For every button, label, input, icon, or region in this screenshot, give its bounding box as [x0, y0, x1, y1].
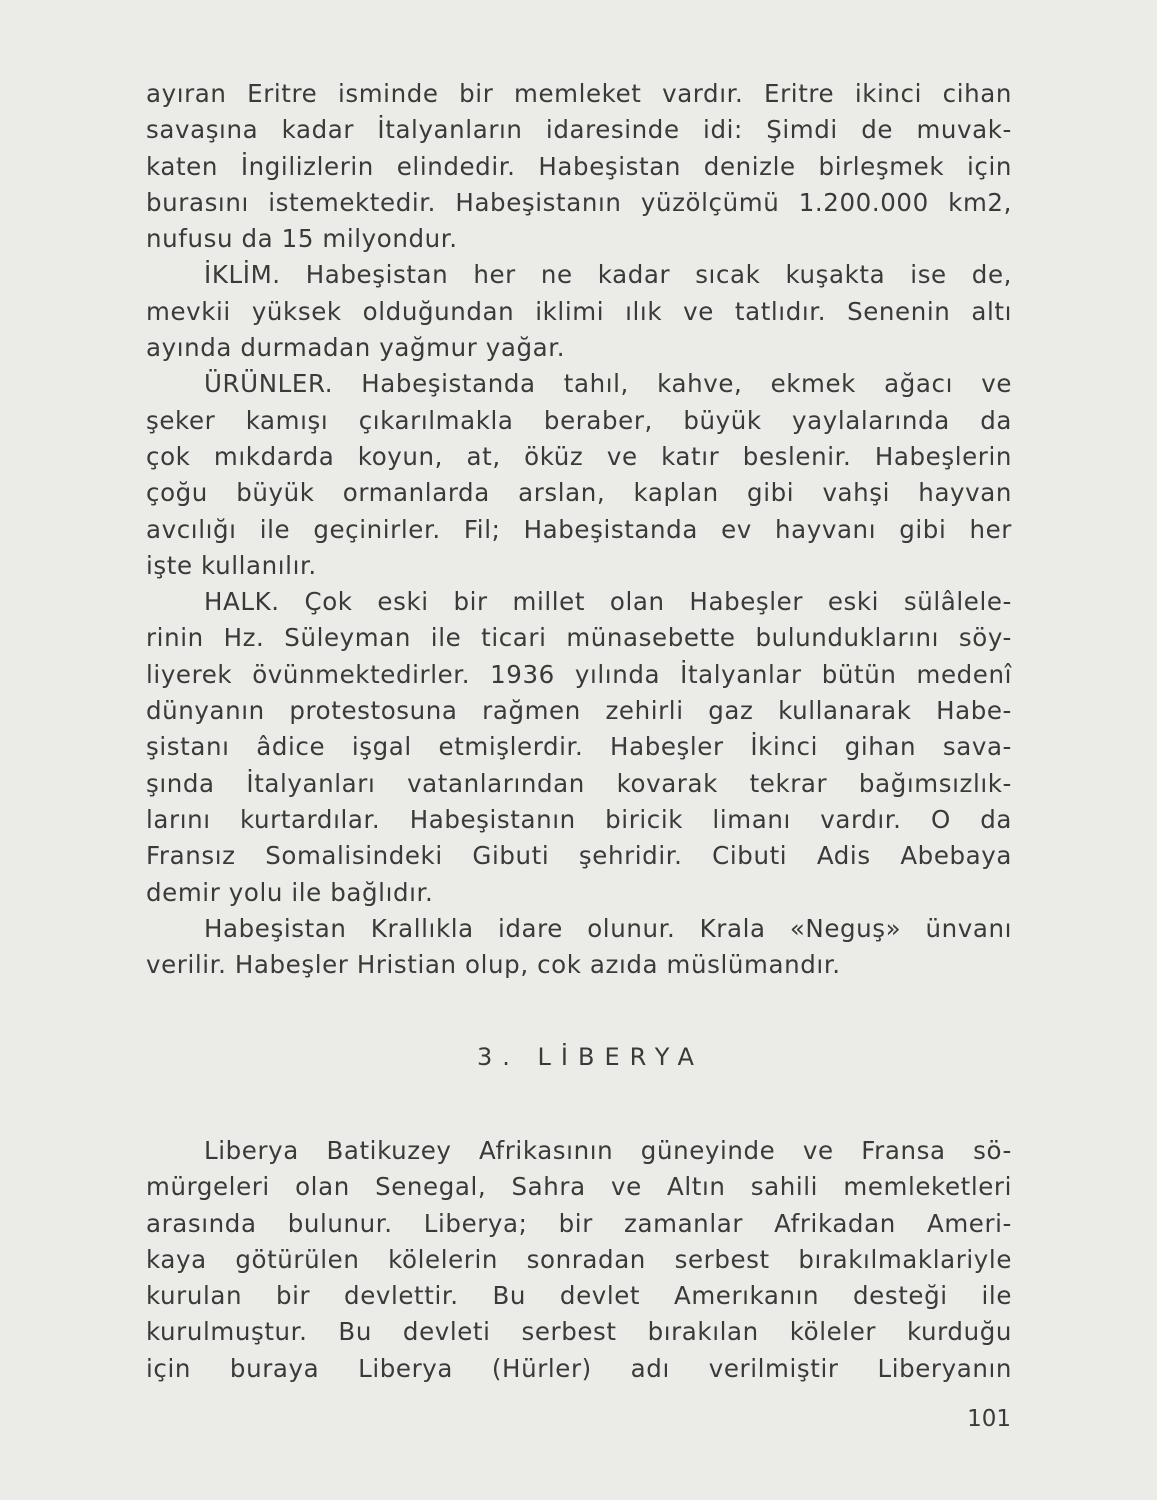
text-line: Fransız Somalisindeki Gibuti şehridir. Cibuti Adis Abebaya	[146, 841, 1012, 871]
paragraph	[146, 911, 1012, 984]
paragraph	[146, 366, 1012, 584]
text-line: katen İngilizlerin elindedir. Habeşistan denizle birleşmek için	[146, 151, 1012, 181]
text-line: arasında bulunur. Liberya; bir zamanlar Afrikadan Ameri-	[146, 1208, 1012, 1238]
upper-text-block	[146, 76, 1012, 983]
section-heading: 3. LİBERYA	[477, 1043, 704, 1071]
text-line: kurulan bir devlettir. Bu devlet Amerıkanın desteği ile	[146, 1281, 1012, 1311]
text-line: avcılığı ile geçinirler. Fil; Habeşistanda ev hayvanı gibi her	[146, 514, 1012, 544]
page-number: 101	[967, 1406, 1011, 1432]
text-line: şeker kamışı çıkarılmakla beraber, büyük yaylalarında da	[146, 405, 1012, 435]
text-line: liyerek övünmektedirler. 1936 yılında İtalyanlar bütün medenî	[146, 659, 1012, 689]
text-line: Habeşistan Krallıkla idare olunur. Krala «Neguş» ünvanı	[204, 913, 1012, 943]
text-line: verilir. Habeşler Hristian olup, cok azıda müslümandır.	[146, 950, 841, 980]
text-line: ayıran Eritre isminde bir memleket vardır. Eritre ikinci cihan	[146, 79, 1012, 108]
text-line: HALK. Çok eski bir millet olan Habeşler eski sülâlele-	[204, 587, 1012, 617]
text-line: mevkii yüksek olduğundan iklimi ılık ve tatlıdır. Senenin altı	[146, 296, 1012, 326]
paragraph	[146, 76, 1012, 257]
text-line: demir yolu ile bağlıdır.	[146, 877, 434, 907]
paragraph	[146, 257, 1012, 366]
text-line: kaya götürülen kölelerin sonradan serbest bırakılmaklariyle	[146, 1244, 1012, 1274]
text-line: çok mıkdarda koyun, at, öküz ve katır beslenir. Habeşlerin	[146, 441, 1012, 471]
text-line: işte kullanılır.	[146, 550, 317, 580]
text-line: rinin Hz. Süleyman ile ticari münasebette bulunduklarını söy-	[146, 623, 1012, 653]
text-line: şistanı âdice işgal etmişlerdir. Habeşler İkinci gihan sava-	[146, 732, 1012, 762]
text-line: İKLİM. Habeşistan her ne kadar sıcak kuşakta ise de,	[204, 260, 1012, 290]
paragraph	[146, 584, 1012, 911]
text-line: Liberya Batikuzey Afrikasının güneyinde ve Fransa sö-	[204, 1136, 1012, 1165]
lower-text-block	[146, 1133, 1012, 1387]
text-line: ayında durmadan yağmur yağar.	[146, 333, 566, 363]
text-line: şında İtalyanları vatanlarından kovarak tekrar bağımsızlık-	[146, 768, 1012, 798]
text-line: nufusu da 15 milyondur.	[146, 224, 458, 254]
text-line: ÜRÜNLER. Habeşistanda tahıl, kahve, ekmek ağacı ve	[204, 369, 1012, 399]
text-line: mürgeleri olan Senegal, Sahra ve Altın sahili memleketleri	[146, 1172, 1012, 1202]
text-line: burasını istemektedir. Habeşistanın yüzölçümü 1.200.000 km2,	[146, 187, 1012, 217]
text-line: için buraya Liberya (Hürler) adı verilmiştir Liberyanın	[146, 1353, 1012, 1383]
text-line: savaşına kadar İtalyanların idaresinde idi: Şimdi de muvak-	[146, 115, 1012, 145]
paragraph	[146, 1133, 1012, 1387]
text-line: larını kurtardılar. Habeşistanın biricik limanı vardır. O da	[146, 804, 1012, 834]
text-line: kurulmuştur. Bu devleti serbest bırakılan köleler kurduğu	[146, 1317, 1012, 1347]
text-line: dünyanın protestosuna rağmen zehirli gaz kullanarak Habe-	[146, 696, 1012, 726]
text-line: çoğu büyük ormanlarda arslan, kaplan gibi vahşi hayvan	[146, 478, 1012, 508]
